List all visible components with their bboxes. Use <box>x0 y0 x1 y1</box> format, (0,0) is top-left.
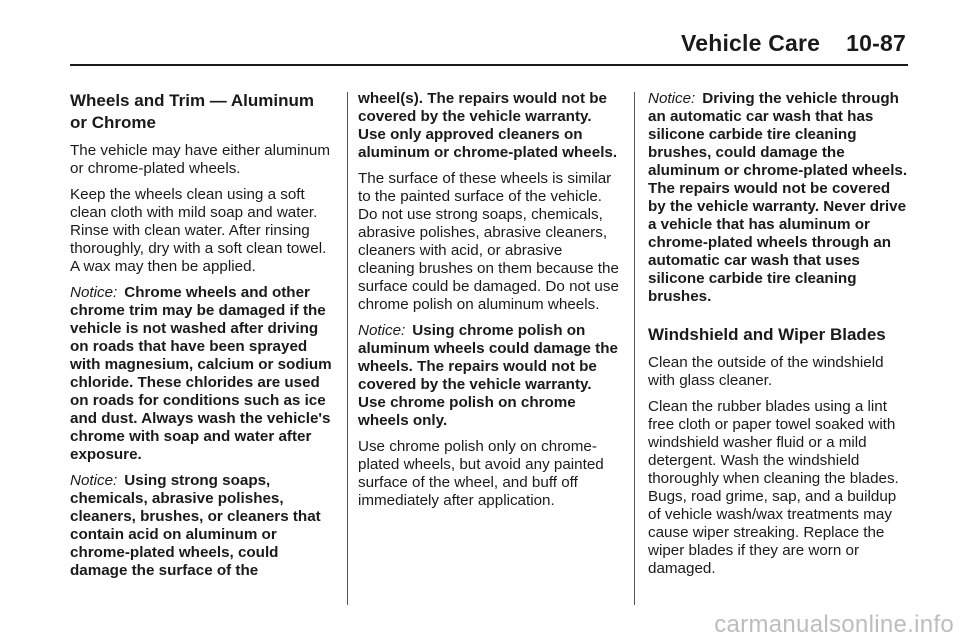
notice-car-wash <box>648 90 910 306</box>
page-header <box>681 30 906 57</box>
notice-label: Notice: <box>70 284 118 301</box>
paragraph: Clean the outside of the windshield with glass cleaner. <box>648 354 884 389</box>
notice-text: Chrome wheels and other chrome trim may be damaged if the vehicle is not washed after driving on roads that have been sprayed with magnesium, calcium or sodium chloride. These chlorides are used on roads for conditions such as ice and dust. Always wash the vehicle's chrome with soap and water after exposure. <box>70 284 332 463</box>
notice-text: Driving the vehicle through an automatic car wash that has silicone carbide tire cleaning brushes, could damage the aluminum or chrome-plated wheels. The repairs would not be covered by the vehicle warranty. Never drive a vehicle that has aluminum or chrome-plated wheels through an automatic car wash that uses silicone carbide tire cleaning brushes. <box>648 90 908 305</box>
page-number: 10-87 <box>846 30 906 56</box>
notice-text: Using strong soaps, chemicals, abrasive polishes, cleaners, brushes, or cleaners that contain acid on aluminum or chrome-plated wheels, could damage the surface of the <box>70 472 321 579</box>
paragraph: Use chrome polish only on chrome-plated wheels, but avoid any painted surface of the wheel, and buff off immediately after application. <box>358 438 604 509</box>
notice-chrome-trim <box>70 284 332 464</box>
header-rule <box>70 64 908 66</box>
paragraph: The surface of these wheels is similar to the painted surface of the vehicle. Do not use strong soaps, chemicals, abrasive polishes, abrasive cleaners, cleaners with acid, or abrasive cleaning brushes on them because the surface could be damaged. Do not use chrome polish on aluminum wheels. <box>358 170 619 313</box>
paragraph: Clean the rubber blades using a lint free cloth or paper towel soaked with windshield washer fluid or a mild detergent. Wash the windshield thoroughly when cleaning the blades. Bugs, road grime, sap, and a buildup of vehicle wash/wax treatments may cause wiper streaking. Replace the wiper blades if they are worn or damaged. <box>648 398 899 577</box>
section-title: Vehicle Care <box>680 30 821 56</box>
column-divider-2 <box>634 92 635 605</box>
notice-continuation: wheel(s). The repairs would not be covered by the vehicle warranty. Use only approved cleaners on aluminum or chrome-plated wheels. <box>358 90 618 161</box>
notice-chrome-polish <box>358 322 620 430</box>
notice-text: Using chrome polish on aluminum wheels could damage the wheels. The repairs would not be covered by the vehicle warranty. Use chrome polish on chrome wheels only. <box>358 322 618 429</box>
notice-label: Notice: <box>648 90 696 107</box>
paragraph: The vehicle may have either aluminum or chrome-plated wheels. <box>70 142 330 177</box>
notice-label: Notice: <box>70 472 118 489</box>
watermark: carmanualsonline.info <box>714 611 954 638</box>
column-1 <box>70 90 332 588</box>
section-heading-wheels: Wheels and Trim — Aluminum or Chrome <box>70 91 315 132</box>
section-heading-windshield: Windshield and Wiper Blades <box>648 325 886 344</box>
notice-label: Notice: <box>358 322 406 339</box>
paragraph: Keep the wheels clean using a soft clean cloth with mild soap and water. Rinse with clean water. After rinsing thoroughly, dry with a soft clean towel. A wax may then be applied. <box>70 186 327 275</box>
notice-strong-soaps <box>70 472 332 580</box>
column-3 <box>648 90 910 586</box>
column-2 <box>358 90 620 518</box>
column-divider-1 <box>347 92 348 605</box>
